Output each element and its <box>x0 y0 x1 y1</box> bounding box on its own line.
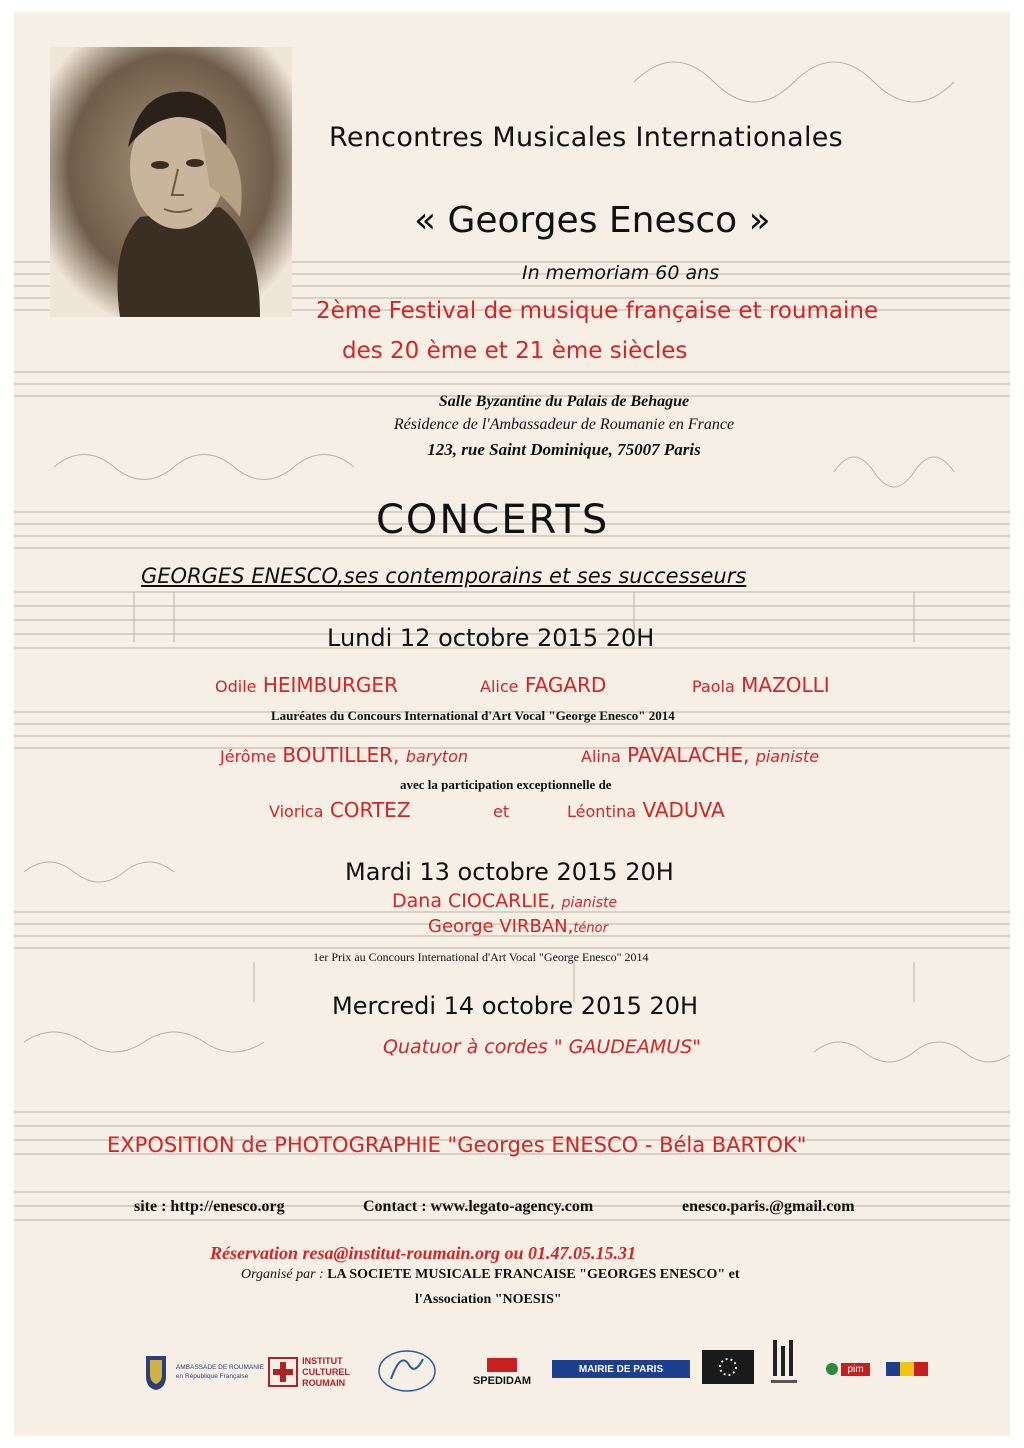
coat-of-arms-icon <box>142 1352 170 1392</box>
mairie-logo: MAIRIE DE PARIS <box>552 1360 690 1378</box>
concert1-date: Lundi 12 octobre 2015 20H <box>327 624 655 652</box>
program-subtitle: GEORGES ENESCO,ses contemporains et ses successeurs <box>141 564 747 588</box>
festival-centuries: des 20 ème et 21 ème siècles <box>342 338 688 364</box>
eu-logo <box>702 1350 754 1384</box>
participation-note: avec la participation exceptionnelle de <box>400 777 612 792</box>
institut-cross-icon <box>268 1357 298 1387</box>
laureates-note: Lauréates du Concours International d'Art Vocal "George Enesco" 2014 <box>271 708 675 723</box>
singer-3: Paola MAZOLLI <box>692 673 830 697</box>
singer-1: Odile HEIMBURGER <box>215 673 398 697</box>
venue-name: Salle Byzantine du Palais de Behague <box>438 393 690 410</box>
organizer-line1: Organisé par : LA SOCIETE MUSICALE FRANCAISE "GEORGES ENESCO" et <box>241 1267 740 1282</box>
ambassade-logo: AMBASSADE DE ROUMANIE en République Française <box>118 1344 288 1400</box>
venue-address: 123, rue Saint Dominique, 75007 Paris <box>427 440 701 459</box>
spedidam-logo: SPEDIDAM <box>462 1346 542 1398</box>
composer-portrait <box>50 47 292 317</box>
concerts-heading: CONCERTS <box>376 497 610 543</box>
reservation-line: Réservation resa@institut-roumain.org ou 01.47.05.15.31 <box>210 1243 637 1263</box>
muzeul-logo <box>764 1334 804 1394</box>
composer-name-title: « Georges Enesco » <box>414 200 771 241</box>
organizer-line2: l'Association "NOESIS" <box>415 1292 562 1307</box>
guest-joiner: et <box>493 802 510 821</box>
festival-edition: 2ème Festival de musique française et roumaine <box>316 298 879 324</box>
museum-mark-icon <box>767 1336 801 1392</box>
concert2-pianist: Dana CIOCARLIE, pianiste <box>392 890 618 912</box>
portrait-image <box>50 47 292 317</box>
venue-residence: Résidence de l'Ambassadeur de Roumanie en France <box>393 416 735 433</box>
concert3-ensemble: Quatuor à cordes " GAUDEAMUS" <box>383 1036 701 1058</box>
sponsor-logos <box>114 1342 934 1406</box>
noesis-emblem-icon <box>375 1345 439 1397</box>
concert2-date: Mardi 13 octobre 2015 20H <box>345 858 674 886</box>
concert3-date: Mercredi 14 octobre 2015 20H <box>332 992 699 1020</box>
noesis-logo <box>372 1342 442 1400</box>
guest-2: Léontina VADUVA <box>567 798 725 822</box>
stars-circle-icon <box>713 1355 743 1379</box>
memoriam-line: In memoriam 60 ans <box>522 262 720 284</box>
pim-dot-icon <box>826 1363 838 1375</box>
concert2-tenor: George VIRBAN,ténor <box>428 916 608 937</box>
prize-note: 1er Prix au Concours International d'Art Vocal "George Enesco" 2014 <box>313 950 649 964</box>
site-link[interactable]: site : http://enesco.org <box>134 1198 285 1215</box>
soloist-baritone: Jérôme BOUTILLER, baryton <box>220 743 468 767</box>
soloist-pianist: Alina PAVALACHE, pianiste <box>581 743 820 767</box>
email-link[interactable]: enesco.paris.@gmail.com <box>682 1198 855 1215</box>
exhibition-line: EXPOSITION de PHOTOGRAPHIE "Georges ENESCO - Béla BARTOK" <box>107 1133 807 1157</box>
guest-1: Viorica CORTEZ <box>269 798 411 822</box>
spedidam-mark-icon <box>487 1358 517 1372</box>
singer-2: Alice FAGARD <box>480 673 607 697</box>
pim-logo: pim <box>820 1360 876 1378</box>
contact-link[interactable]: Contact : www.legato-agency.com <box>363 1198 594 1215</box>
festival-title: Rencontres Musicales Internationales <box>329 122 844 153</box>
poster <box>14 12 1010 1436</box>
institut-logo: INSTITUT CULTUREL ROUMAIN <box>264 1342 354 1402</box>
flag-logo <box>886 1362 928 1376</box>
